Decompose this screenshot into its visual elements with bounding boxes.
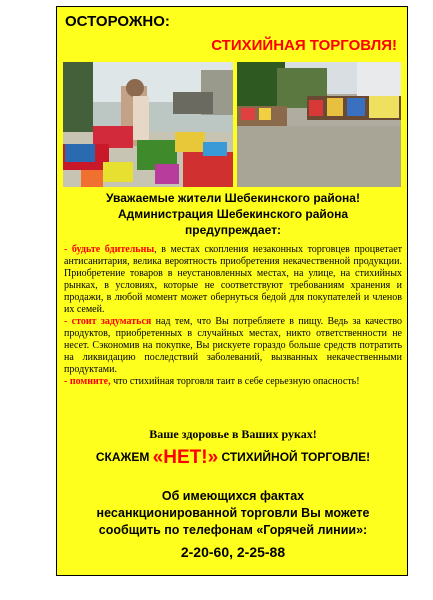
warning-text: , в местах скопления незаконных торговцев процветает антисанитария, велика вероятность приобретения некачественной продукции. Приобретение товаров в неустановленных местах, на улице, на стихийных рынках, в условиях, которые не соответствуют требованиям хранения и продажи, в любой момент может обернуться бедой для покупателей и членов их семей. xyxy=(64,244,403,315)
greeting-block xyxy=(57,190,409,238)
warning-label: ОСТОРОЖНО: xyxy=(65,13,170,30)
slogan xyxy=(57,447,409,469)
health-line: Ваше здоровье в Ваших руках! xyxy=(149,427,317,441)
hotline-line: Об имеющихся фактах xyxy=(161,489,305,503)
hotline-line: сообщить по телефонам «Горячей линии»: xyxy=(98,523,368,537)
slogan-emphasis: «НЕТ!» xyxy=(152,447,219,468)
warning-paragraph xyxy=(64,376,402,388)
greeting-line: предупреждает: xyxy=(185,223,281,237)
hotline-line: несанкционированной торговли Вы можете xyxy=(96,506,370,520)
warning-body xyxy=(64,244,402,388)
warning-poster xyxy=(56,6,408,576)
hotline-info xyxy=(57,488,409,539)
warning-paragraph xyxy=(64,244,402,316)
warning-lead: - помните, xyxy=(64,376,111,387)
poster-headline: СТИХИЙНАЯ ТОРГОВЛЯ! xyxy=(211,37,397,54)
greeting-line: Администрация Шебекинского района xyxy=(117,207,349,221)
slogan-start: СКАЖЕМ xyxy=(95,450,153,464)
greeting-line: Уважаемые жители Шебекинского района! xyxy=(106,191,360,205)
roadside-market-photo xyxy=(237,62,401,187)
warning-text: что стихийная торговля таит в себе серьезную опасность! xyxy=(110,376,360,387)
warning-lead: - стоит задуматься xyxy=(64,316,152,327)
warning-paragraph xyxy=(64,316,402,376)
slogan-end: СТИХИЙНОЙ ТОРГОВЛЕ! xyxy=(218,450,371,464)
warning-lead: - будьте бдительны xyxy=(64,244,155,255)
street-vendor-photo xyxy=(63,62,233,187)
warning-text: над тем, что Вы потребляете в пищу. Ведь за качество продуктов, приобретенных в случайных местах, никто ответственности не несет. Сэкономив на покупке, Вы рискуете гораздо больше средств потратить на ликвидацию последствий заболеваний, вызванных некачественными продуктами. xyxy=(64,316,402,375)
hotline-phones: 2-20-60, 2-25-88 xyxy=(180,544,286,560)
